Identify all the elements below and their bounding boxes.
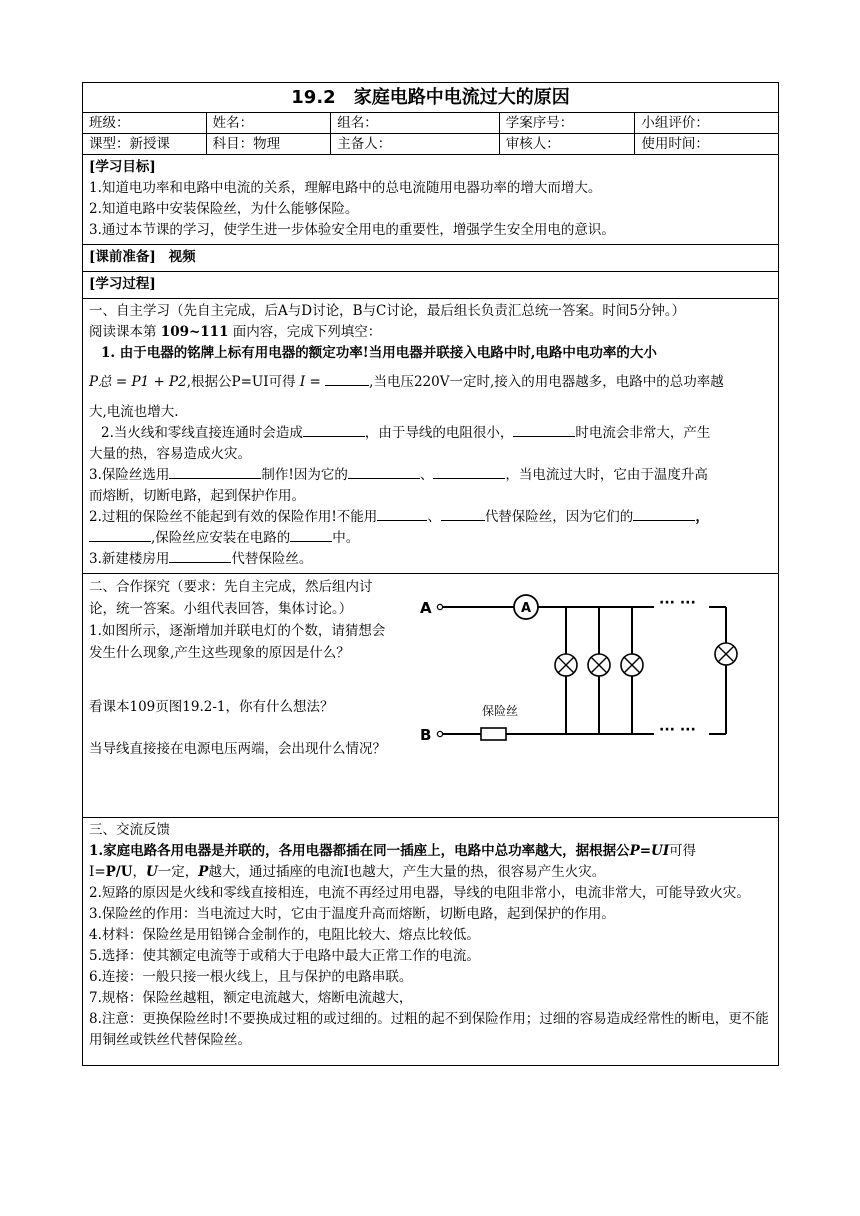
- question-4: 2.过粗的保险丝不能起到有效的保险作用!不能用 、 代替保险丝，因为它们的 ，: [89, 509, 709, 525]
- process-heading-row: [83, 272, 778, 299]
- coop-text: [83, 574, 404, 817]
- reading-instruction: 阅读课本第 109~111 面内容，完成下列填空：: [89, 324, 382, 340]
- goals-section: [83, 155, 778, 245]
- goal-item: 2.知道电路中安装保险丝，为什么能够保险。: [89, 201, 359, 217]
- ammeter-label: A: [520, 601, 532, 616]
- blank[interactable]: [290, 541, 332, 542]
- blank[interactable]: [303, 436, 365, 437]
- goal-item: 3.通过本节课的学习，使学生进一步体验安全用电的重要性，增强学生安全用电的意识。: [89, 222, 615, 238]
- group-eval-cell: 小组评价：: [641, 115, 709, 131]
- info-row-2: [83, 134, 778, 155]
- bottom-dots: ··· ···: [659, 722, 696, 738]
- blank[interactable]: [89, 541, 151, 542]
- feedback-item: 2.短路的原因是火线和零线直接相连，电流不再经过用电器，导线的电阻非常小，电流非常大，可能导致火灾。: [89, 885, 750, 901]
- terminal-b-dot: [437, 731, 442, 736]
- group-cell: 组名：: [331, 113, 500, 133]
- question-4-end: ,保险丝应安装在电路的 中。: [89, 528, 772, 549]
- blank[interactable]: [513, 436, 575, 437]
- feedback-item: 1.家庭电路各用电器是并联的，各用电器都插在同一插座上，电路中总功率越大，据根据公P=UI可得: [89, 843, 697, 859]
- question-2: 2.当火线和零线直接连通时会造成 ，由于导线的电阻很小， 时电流会非常大，产生: [101, 425, 711, 441]
- name-cell: 姓名：: [207, 113, 332, 133]
- coop-heading: 二、合作探究（要求：先自主完成，然后组内讨论，统一答案。小组代表回答，集体讨论。）: [89, 579, 373, 617]
- question-1: 1. 由于电器的铭牌上标有用电器的额定功率!当用电器并联接入电路中时,电路中电功率的大小: [101, 345, 657, 361]
- blank[interactable]: [433, 478, 505, 479]
- prep-section: [83, 245, 778, 272]
- total-power-formula: P总 = P1 + P2: [89, 374, 187, 390]
- top-dots: ··· ···: [659, 595, 696, 611]
- feedback-item: I=P/U，U一定，P越大，通过插座的电流I也越大，产生大量的热，很容易产生火灾。: [89, 864, 606, 880]
- feedback-item: 7.规格：保险丝越粗，额定电流越大，熔断电流越大，: [89, 990, 413, 1006]
- lamp-branches: [555, 607, 737, 734]
- prep-heading: [课前准备]: [89, 249, 156, 265]
- case-number-cell: 学案序号：: [500, 113, 636, 133]
- question-3: 3.保险丝选用 制作!因为它的 、 ，当电流过大时，它由于温度升高: [89, 467, 708, 483]
- feedback-item: 4.材料：保险丝是用铅锑合金制作的，电阻比较大、熔点比较低。: [89, 927, 480, 943]
- coop-section: [83, 574, 778, 818]
- goals-heading: [学习目标]: [89, 159, 156, 175]
- use-time-cell: 使用时间：: [641, 136, 709, 152]
- self-study-section: [83, 299, 778, 574]
- coop-question-3: 当导线直接接在电源电压两端，会出现什么情况？: [89, 741, 386, 757]
- terminal-a-label: A: [420, 599, 432, 617]
- lesson-type-cell: 课型：新授课: [83, 134, 207, 154]
- subject-cell: 科目：物理: [207, 134, 332, 154]
- formula-line: P总 = P1 + P2,根据公P=UI可得 I = ,当电压220V一定时,接入的用电器越多，电路中的总功率越: [89, 374, 724, 390]
- current-symbol: I =: [299, 374, 321, 390]
- feedback-section: [83, 818, 778, 1065]
- feedback-heading: 三、交流反馈: [89, 822, 170, 838]
- info-row-1: [83, 113, 778, 134]
- read-pages: 109~111: [160, 324, 229, 340]
- blank[interactable]: [377, 520, 427, 521]
- blank[interactable]: [348, 478, 420, 479]
- blank[interactable]: [169, 562, 231, 563]
- page-title: 19.2 家庭电路中电流过大的原因: [83, 83, 778, 113]
- blank[interactable]: [633, 520, 695, 521]
- question-3-end: 而熔断，切断电路，起到保护作用。: [89, 488, 305, 504]
- terminal-b-label: B: [420, 726, 432, 744]
- question-1-end: 大,电流也增大.: [89, 404, 179, 420]
- circuit-svg: [404, 574, 778, 818]
- reviewer-cell: 审核人：: [500, 134, 636, 154]
- blank[interactable]: [325, 385, 369, 386]
- prep-value: 视频: [168, 249, 196, 265]
- process-heading: [学习过程]: [89, 276, 156, 292]
- coop-question-1: 1.如图所示，逐渐增加并联电灯的个数，请猜想会发生什么现象,产生这些现象的原因是什么？: [89, 623, 386, 661]
- feedback-item: 8.注意：更换保险丝时!不要换成过粗的或过细的。过粗的起不到保险作用；过细的容易造成经常性的断电，更不能用铜丝或铁丝代替保险丝。: [89, 1011, 769, 1048]
- fuse-label: 保险丝: [482, 704, 519, 718]
- feedback-item: 5.选择：使其额定电流等于或稍大于电路中最大正常工作的电流。: [89, 948, 480, 964]
- coop-question-2: 看课本109页图19.2-1，你有什么想法？: [89, 699, 334, 715]
- circuit-diagram: [404, 574, 778, 817]
- worksheet-table: [82, 82, 779, 1066]
- blank[interactable]: [169, 478, 261, 479]
- blank[interactable]: [441, 520, 485, 521]
- preparer-cell: 主备人：: [331, 134, 500, 154]
- self-study-intro: 一、自主学习（先自主完成，后A与D讨论，B与C讨论，最后组长负责汇总统一答案。时间5分钟。）: [89, 303, 686, 319]
- terminal-a-dot: [437, 604, 442, 609]
- feedback-item: 6.连接：一般只接一根火线上，且与保护的电路串联。: [89, 969, 413, 985]
- question-2-end: 大量的热，容易造成火灾。: [89, 446, 251, 462]
- class-cell: 班级：: [83, 113, 207, 133]
- question-5: 3.新建楼房用 代替保险丝。: [89, 551, 313, 567]
- feedback-item: 3.保险丝的作用：当电流过大时，它由于温度升高而熔断，切断电路，起到保护的作用。: [89, 906, 615, 922]
- fuse-icon: [481, 728, 506, 740]
- goal-item: 1.知道电功率和电路中电流的关系，理解电路中的总电流随用电器功率的增大而增大。: [89, 180, 602, 196]
